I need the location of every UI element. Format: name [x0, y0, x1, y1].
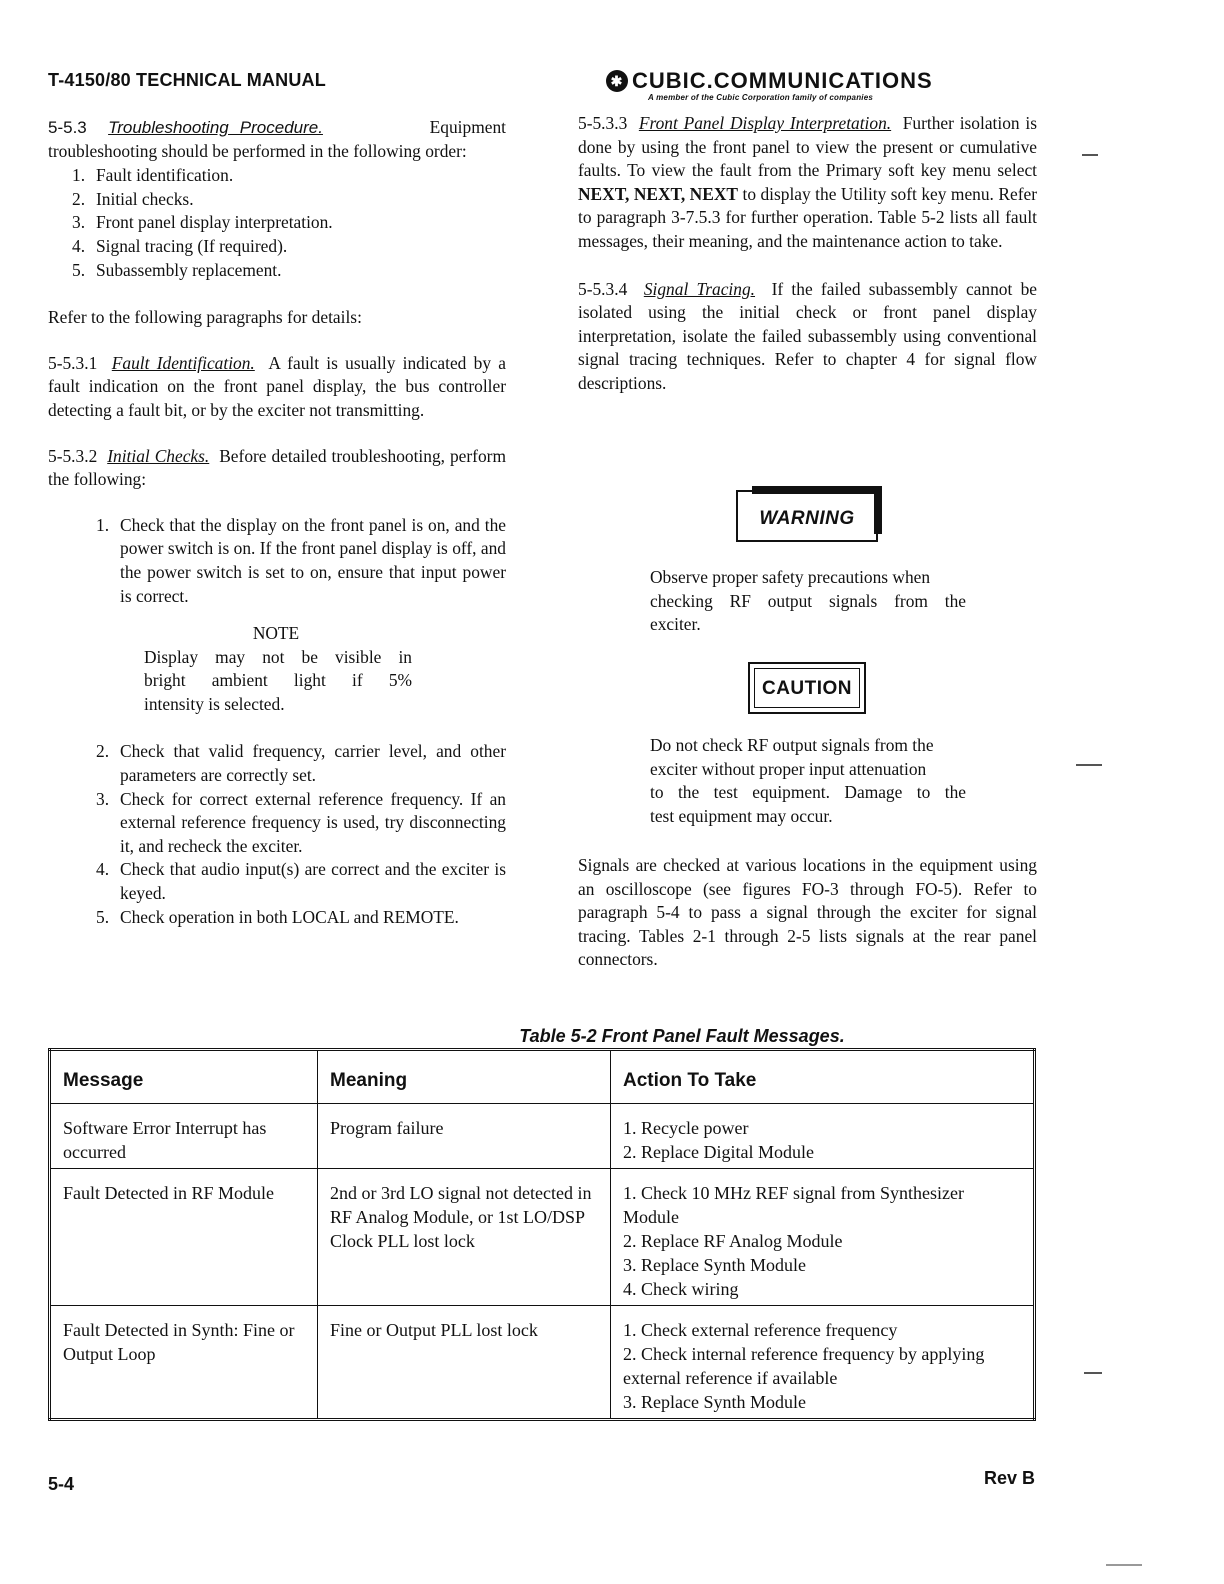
warning-line: Observe proper safety precautions when	[650, 567, 931, 587]
action-item: 3. Replace Synth Module	[623, 1392, 806, 1412]
caution-text	[650, 734, 966, 828]
brand-tagline: A member of the Cubic Corporation family of companies	[648, 93, 873, 102]
table-title	[0, 1026, 1224, 1047]
note-line: bright ambient light if 5%	[144, 670, 412, 691]
column-header: Meaning	[318, 1050, 611, 1104]
column-header: Message	[50, 1050, 318, 1104]
table-header-row	[50, 1050, 1035, 1104]
section-number: 5-5.3.1	[48, 352, 98, 373]
list-item: 4. Check that audio input(s) are correct and the exciter is keyed.	[96, 859, 506, 904]
initial-checks-list	[96, 514, 506, 608]
section-heading: Initial Checks.	[107, 445, 210, 466]
soft-key-sequence: NEXT, NEXT, NEXT	[578, 183, 739, 204]
revision-label: Rev B	[984, 1468, 1036, 1488]
section-heading: Signal Tracing.	[643, 278, 756, 299]
scan-mark	[1082, 154, 1098, 156]
troubleshooting-order-list	[72, 164, 506, 282]
left-column	[48, 116, 506, 929]
action-item: 1. Check 10 MHz REF signal from Synthesizer Module	[623, 1183, 964, 1227]
caution-box	[748, 662, 866, 714]
message-cell: Fault Detected in Synth: Fine or Output Loop	[50, 1306, 318, 1420]
section-heading: Front Panel Display Interpretation.	[638, 113, 892, 133]
table-row	[50, 1169, 1035, 1306]
list-item: 5. Check operation in both LOCAL and REMOTE.	[96, 906, 459, 927]
list-item: 3. Front panel display interpretation.	[72, 212, 333, 233]
section-5-5-3-1	[48, 352, 506, 423]
action-item: 2. Replace Digital Module	[623, 1142, 814, 1162]
scan-mark	[1076, 764, 1102, 766]
scan-mark	[1106, 1564, 1142, 1566]
scan-mark	[1084, 1372, 1102, 1374]
note-block	[48, 622, 506, 716]
action-item: 1. Recycle power	[623, 1118, 749, 1138]
action-cell	[611, 1104, 1035, 1169]
section-text: Equipment troubleshooting should be performed in the following order:	[48, 117, 506, 161]
action-item: 2. Check internal reference frequency by applying external reference if available	[623, 1344, 985, 1388]
note-line: Display may not be visible in	[144, 646, 412, 667]
column-header: Action To Take	[611, 1050, 1035, 1104]
warning-line: exciter.	[650, 614, 701, 635]
list-item: 2. Check that valid frequency, carrier level, and other parameters are correctly set.	[96, 741, 506, 786]
meaning-cell: Fine or Output PLL lost lock	[318, 1306, 611, 1420]
section-5-5-3-4	[578, 278, 1037, 396]
section-text: A fault is usually indicated by a fault indication on the front panel display, the bus controller detecting a fault bit, or by the exciter not transmitting.	[48, 352, 506, 420]
section-number: 5-5.3.4	[578, 278, 628, 299]
action-item: 3. Replace Synth Module	[623, 1255, 806, 1275]
cubic-logo-icon: ✱	[606, 70, 628, 92]
list-item: 1. Fault identification.	[72, 165, 234, 186]
table-row	[50, 1306, 1035, 1420]
section-text: Further isolation is done by using the front panel to view the present or cumulative faults. To view the fault from the Primary soft key menu select	[578, 113, 1037, 181]
list-item: 4. Signal tracing (If required).	[72, 235, 288, 256]
message-cell: Software Error Interrupt has occurred	[50, 1104, 318, 1169]
initial-checks-list-continued	[96, 740, 506, 929]
manual-title: T-4150/80 TECHNICAL MANUAL	[48, 70, 326, 90]
section-5-5-3-3	[578, 112, 1037, 254]
fault-messages-table	[48, 1048, 1036, 1421]
list-item: 5. Subassembly replacement.	[72, 259, 282, 280]
section-heading: Troubleshooting Procedure.	[108, 118, 323, 137]
caution-line: exciter without proper input attenuation	[650, 758, 927, 779]
brand-block	[606, 68, 1038, 102]
warning-text	[650, 566, 966, 637]
note-line: intensity is selected.	[144, 693, 285, 714]
caution-line: test equipment may occur.	[650, 805, 833, 826]
action-item: 1. Check external reference frequency	[623, 1320, 898, 1340]
section-5-5-3	[48, 116, 506, 163]
refer-paragraph: Refer to the following paragraphs for details:	[48, 307, 362, 328]
warning-box-shadow	[752, 486, 880, 494]
section-number: 5-5.3.2	[48, 445, 98, 466]
caution-line: Do not check RF output signals from the	[650, 735, 934, 755]
warning-line: checking RF output signals from the	[650, 590, 966, 611]
meaning-cell: Program failure	[318, 1104, 611, 1169]
list-item: 2. Initial checks.	[72, 188, 194, 209]
caution-line: to the test equipment. Damage to the	[650, 782, 966, 803]
list-item: 1. Check that the display on the front panel is on, and the power switch is on. If the front panel display is off, and the power switch is set to on, ensure that input power is correct.	[96, 514, 506, 606]
note-title: NOTE	[252, 623, 300, 644]
table-title-text: Table 5-2 Front Panel Fault Messages.	[519, 1026, 845, 1046]
brand-name-row	[606, 68, 1038, 94]
right-column	[578, 112, 1037, 396]
section-text: to display the Utility soft key menu. Refer to paragraph 3-7.5.3 for further operation. Table 5-2 lists all fault messages, their meaning, and the maintenance action to take.	[578, 183, 1037, 251]
warning-box	[736, 490, 878, 542]
message-cell: Fault Detected in RF Module	[50, 1169, 318, 1306]
table-row	[50, 1104, 1035, 1169]
section-number: 5-5.3.3	[578, 113, 628, 133]
section-text: Before detailed troubleshooting, perform the following:	[48, 445, 506, 490]
meaning-cell: 2nd or 3rd LO signal not detected in RF Analog Module, or 1st LO/DSP Clock PLL lost lock	[318, 1169, 611, 1306]
action-item: 2. Replace RF Analog Module	[623, 1231, 843, 1251]
caution-label: CAUTION	[761, 678, 853, 699]
action-cell	[611, 1306, 1035, 1420]
list-item: 3. Check for correct external reference frequency. If an external reference frequency is used, try disconnecting it, and recheck the exciter.	[96, 788, 506, 856]
warning-label: WARNING	[759, 508, 855, 529]
page-number: 5-4	[48, 1474, 75, 1494]
section-heading: Fault Identification.	[111, 352, 255, 373]
brand-name: CUBIC.COMMUNICATIONS	[632, 68, 933, 93]
section-text: If the failed subassembly cannot be isolated using the initial check or front panel display interpretation, isolate the failed subassembly using conventional signal tracing techniques. Refer to chapter 4 for signal flow descriptions.	[578, 278, 1037, 393]
section-number: 5-5.3	[48, 118, 87, 137]
section-5-5-3-2	[48, 445, 506, 492]
action-item: 4. Check wiring	[623, 1279, 739, 1299]
action-cell	[611, 1169, 1035, 1306]
signals-paragraph: Signals are checked at various locations in the equipment using an oscilloscope (see figures FO-3 through FO-5). Refer to paragraph 5-4 to pass a signal through the exciter for signal tracing. Tables 2-1 through 2-5 lists signals at the rear panel connectors.	[578, 855, 1037, 970]
